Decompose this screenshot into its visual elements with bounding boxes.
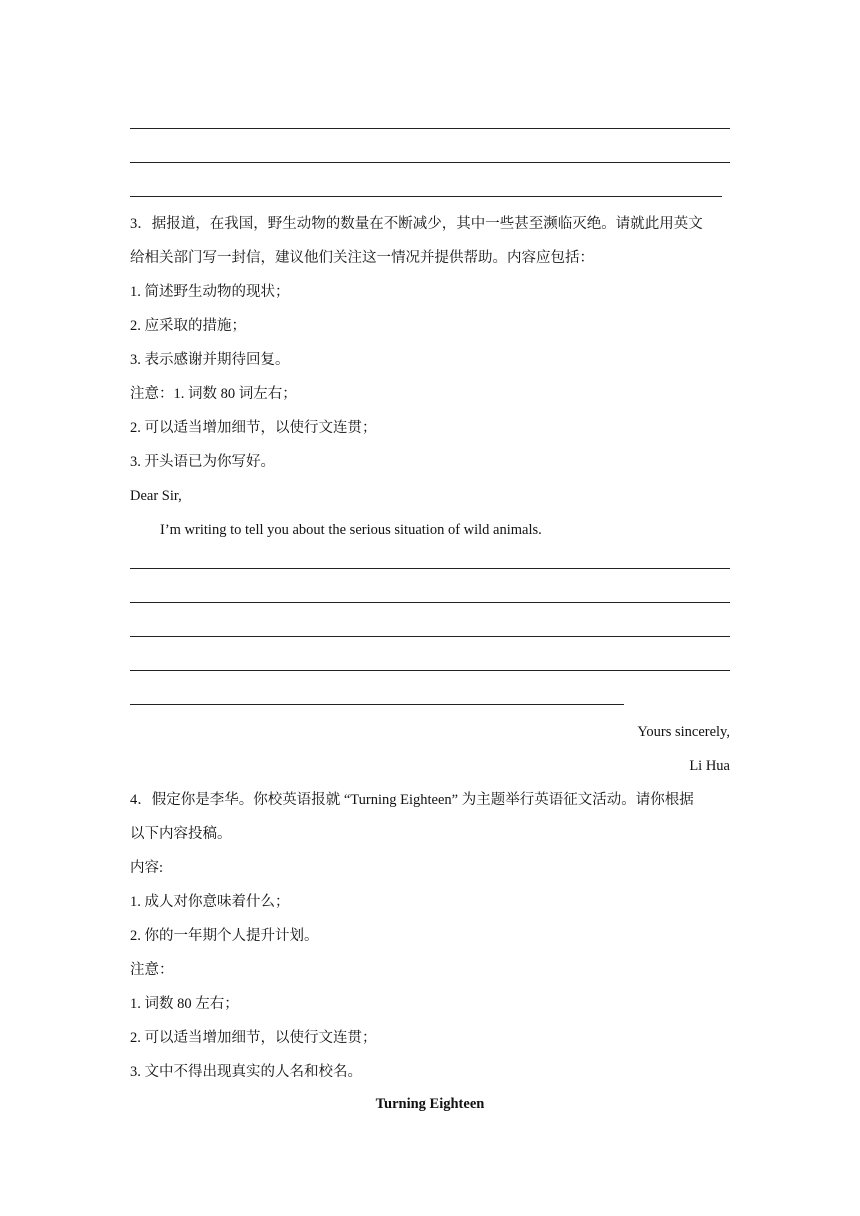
q4-note: 2. 可以适当增加细节，以使行文连贯； bbox=[130, 1030, 377, 1046]
q4-content-label: 内容: bbox=[130, 860, 164, 876]
q4-notes-label: 注意： bbox=[130, 962, 174, 978]
q3-item: 1. 简述野生动物的现状； bbox=[130, 284, 290, 300]
answer-line bbox=[130, 636, 730, 637]
letter-closing: Yours sincerely, bbox=[637, 724, 730, 740]
letter-opening: I’m writing to tell you about the serious situation of wild animals. bbox=[160, 522, 542, 538]
q4-note: 1. 词数 80 左右； bbox=[130, 996, 239, 1012]
answer-line bbox=[130, 670, 730, 671]
q3-note: 注意：1. 词数 80 词左右； bbox=[130, 386, 297, 402]
q3-note: 2. 可以适当增加细节，以使行文连贯； bbox=[130, 420, 377, 436]
q3-item: 3. 表示感谢并期待回复。 bbox=[130, 352, 290, 368]
letter-signature: Li Hua bbox=[689, 758, 730, 774]
answer-line bbox=[130, 568, 730, 569]
q3-prompt-line-2: 给相关部门写一封信，建议他们关注这一情况并提供帮助。内容应包括： bbox=[130, 250, 594, 266]
essay-title: Turning Eighteen bbox=[375, 1096, 485, 1112]
q4-prompt-line-1: 4．假定你是李华。你校英语报就 “Turning Eighteen” 为主题举行英语征文活动。请你根据 bbox=[130, 792, 694, 808]
q4-item: 1. 成人对你意味着什么； bbox=[130, 894, 290, 910]
q4-prompt-line-2: 以下内容投稿。 bbox=[130, 826, 232, 842]
q4-note: 3. 文中不得出现真实的人名和校名。 bbox=[130, 1064, 362, 1080]
q3-prompt-line-1: 3．据报道，在我国，野生动物的数量在不断减少，其中一些甚至濒临灭绝。请就此用英文 bbox=[130, 216, 703, 232]
q3-item: 2. 应采取的措施； bbox=[130, 318, 246, 334]
answer-line bbox=[130, 704, 624, 705]
letter-salutation: Dear Sir, bbox=[130, 488, 182, 504]
q4-item: 2. 你的一年期个人提升计划。 bbox=[130, 928, 319, 944]
answer-line bbox=[130, 128, 730, 129]
answer-line bbox=[130, 602, 730, 603]
answer-line bbox=[130, 196, 722, 197]
q3-note: 3. 开头语已为你写好。 bbox=[130, 454, 275, 470]
answer-line bbox=[130, 162, 730, 163]
